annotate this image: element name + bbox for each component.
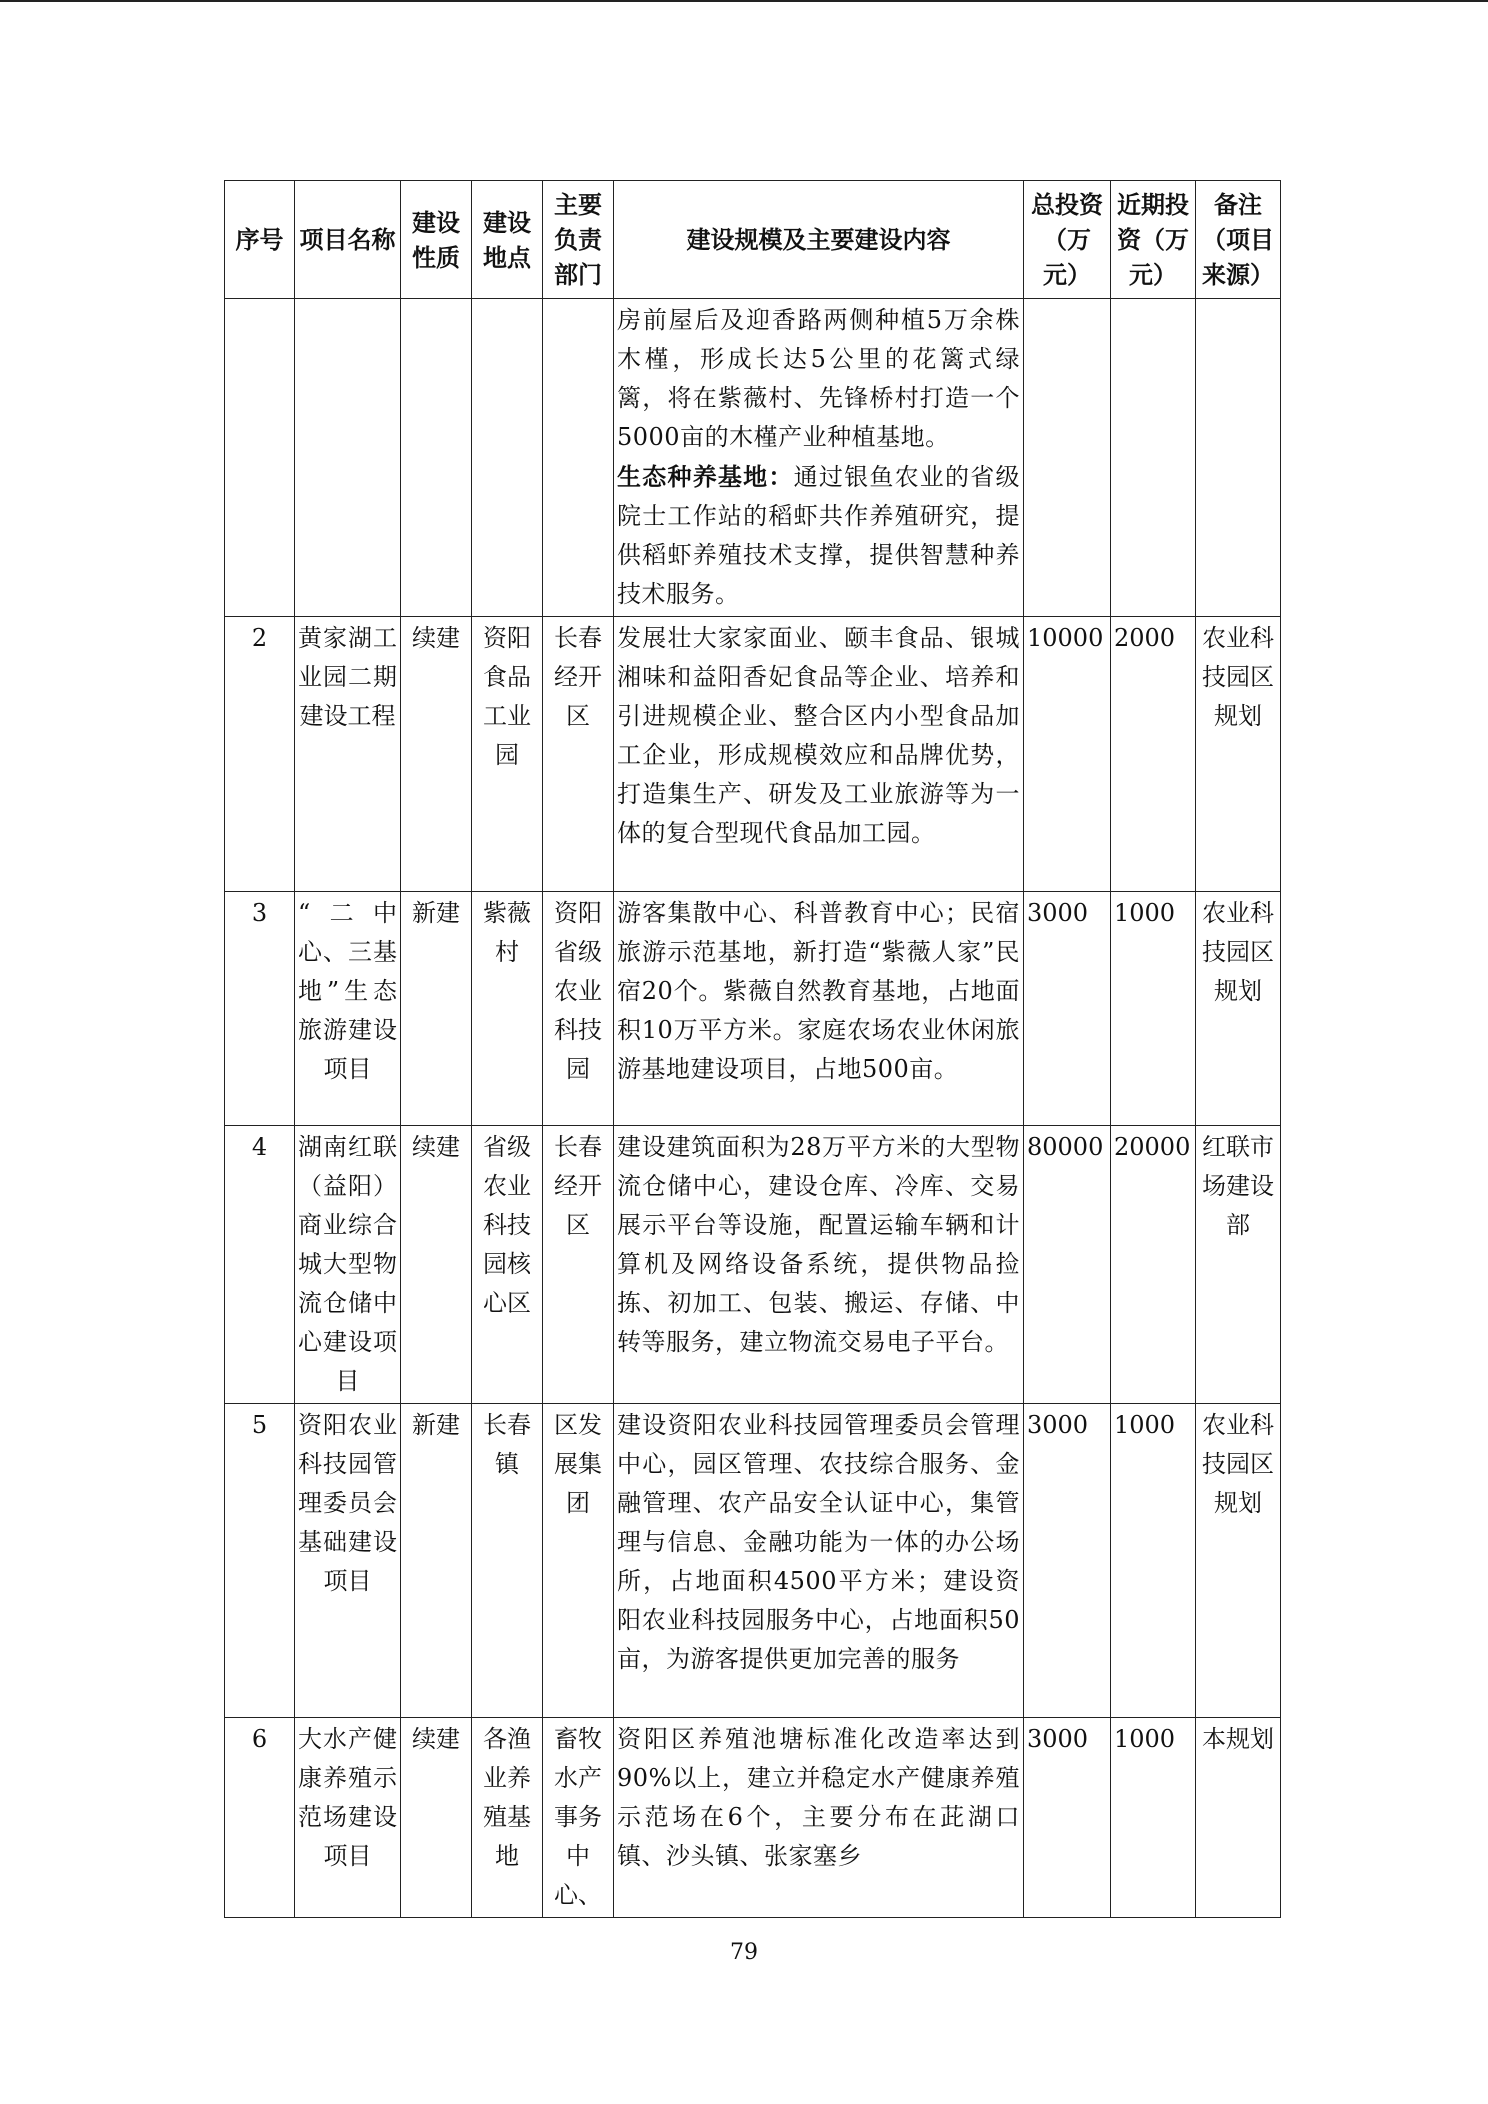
cell-type: 续建 [401, 1126, 472, 1404]
cell-dept: 区发展集团 [543, 1404, 614, 1718]
cell-seq: 6 [225, 1718, 295, 1918]
table-row [225, 1404, 1281, 1718]
cell-note [1196, 299, 1281, 617]
cell-name: 黄家湖工业园二期建设工程 [295, 617, 401, 892]
cell-near: 2000 [1111, 617, 1196, 892]
cell-content [614, 299, 1024, 617]
cell-note: 农业科技园区规划 [1196, 892, 1281, 1126]
cell-dept: 资阳省级农业科技园 [543, 892, 614, 1126]
header-name: 项目名称 [295, 181, 401, 299]
content-bold-label: 生态种养基地： [617, 462, 794, 491]
cell-near: 1000 [1111, 892, 1196, 1126]
header-dept: 主要负责部门 [543, 181, 614, 299]
cell-dept: 畜牧水产事务中心、 [543, 1718, 614, 1918]
cell-total: 10000 [1024, 617, 1111, 892]
cell-total: 80000 [1024, 1126, 1111, 1404]
cell-content: 游客集散中心、科普教育中心；民宿旅游示范基地，新打造“紫薇人家”民宿20个。紫薇自然教育基地，占地面积10万平方米。家庭农场农业休闲旅游基地建设项目，占地500亩。 [614, 892, 1024, 1126]
cell-content: 建设建筑面积为28万平方米的大型物流仓储中心，建设仓库、冷库、交易展示平台等设施，配置运输车辆和计算机及网络设备系统，提供物品捡拣、初加工、包装、搬运、存储、中转等服务，建立物流交易电子平台。 [614, 1126, 1024, 1404]
table-row-continuation [225, 299, 1281, 617]
cell-type: 续建 [401, 1718, 472, 1918]
cell-type [401, 299, 472, 617]
cell-note: 农业科技园区规划 [1196, 617, 1281, 892]
cell-near: 20000 [1111, 1126, 1196, 1404]
project-table [224, 180, 1281, 1918]
cell-total [1024, 299, 1111, 617]
cell-near: 1000 [1111, 1718, 1196, 1918]
page-number: 79 [730, 1940, 758, 1965]
cell-total: 3000 [1024, 1404, 1111, 1718]
cell-type: 续建 [401, 617, 472, 892]
cell-seq: 2 [225, 617, 295, 892]
header-content: 建设规模及主要建设内容 [614, 181, 1024, 299]
cell-name [295, 299, 401, 617]
cell-content: 资阳区养殖池塘标准化改造率达到90%以上，建立并稳定水产健康养殖示范场在6个，主要分布在茈湖口镇、沙头镇、张家塞乡 [614, 1718, 1024, 1918]
content-text-a: 房前屋后及迎香路两侧种植5万余株木槿，形成长达5公里的花篱式绿篱，将在紫薇村、先锋桥村打造一个5000亩的木槿产业种植基地。 [617, 306, 1020, 451]
cell-seq: 4 [225, 1126, 295, 1404]
cell-content: 发展壮大家家面业、颐丰食品、银城湘味和益阳香妃食品等企业、培养和引进规模企业、整合区内小型食品加工企业，形成规模效应和品牌优势，打造集生产、研发及工业旅游等为一体的复合型现代食品加工园。 [614, 617, 1024, 892]
cell-location: 省级农业科技园核心区 [472, 1126, 543, 1404]
top-border-line [0, 0, 1488, 2]
header-near: 近期投资（万元） [1111, 181, 1196, 299]
cell-note: 农业科技园区规划 [1196, 1404, 1281, 1718]
table-row [225, 617, 1281, 892]
cell-note: 本规划 [1196, 1718, 1281, 1918]
header-type: 建设性质 [401, 181, 472, 299]
cell-location: 紫薇村 [472, 892, 543, 1126]
cell-location: 各渔业养殖基地 [472, 1718, 543, 1918]
table-row [225, 1126, 1281, 1404]
cell-type: 新建 [401, 892, 472, 1126]
header-total: 总投资（万元） [1024, 181, 1111, 299]
cell-seq: 3 [225, 892, 295, 1126]
cell-total: 3000 [1024, 1718, 1111, 1918]
cell-name: 湖南红联（益阳）商业综合城大型物流仓储中心建设项目 [295, 1126, 401, 1404]
table-header-row [225, 181, 1281, 299]
cell-name: 大水产健康养殖示范场建设项目 [295, 1718, 401, 1918]
header-seq: 序号 [225, 181, 295, 299]
cell-name: “二中心、三基地”生态旅游建设项目 [295, 892, 401, 1126]
table-row [225, 892, 1281, 1126]
cell-seq: 5 [225, 1404, 295, 1718]
cell-dept: 长春经开区 [543, 1126, 614, 1404]
cell-total: 3000 [1024, 892, 1111, 1126]
content-text-b: 通过银鱼农业的省级院士工作站的稻虾共作养殖研究，提供稻虾养殖技术支撑，提供智慧种养技术服务。 [617, 463, 1021, 608]
cell-seq [225, 299, 295, 617]
cell-note: 红联市场建设部 [1196, 1126, 1281, 1404]
cell-near: 1000 [1111, 1404, 1196, 1718]
cell-type: 新建 [401, 1404, 472, 1718]
cell-location: 资阳食品工业园 [472, 617, 543, 892]
cell-near [1111, 299, 1196, 617]
header-note: 备注（项目来源） [1196, 181, 1281, 299]
cell-dept: 长春经开区 [543, 617, 614, 892]
cell-location [472, 299, 543, 617]
cell-location: 长春镇 [472, 1404, 543, 1718]
cell-dept [543, 299, 614, 617]
header-location: 建设地点 [472, 181, 543, 299]
cell-content: 建设资阳农业科技园管理委员会管理中心，园区管理、农技综合服务、金融管理、农产品安全认证中心，集管理与信息、金融功能为一体的办公场所，占地面积4500平方米；建设资阳农业科技园服务中心，占地面积50亩，为游客提供更加完善的服务 [614, 1404, 1024, 1718]
cell-name: 资阳农业科技园管理委员会基础建设项目 [295, 1404, 401, 1718]
table-row [225, 1718, 1281, 1918]
